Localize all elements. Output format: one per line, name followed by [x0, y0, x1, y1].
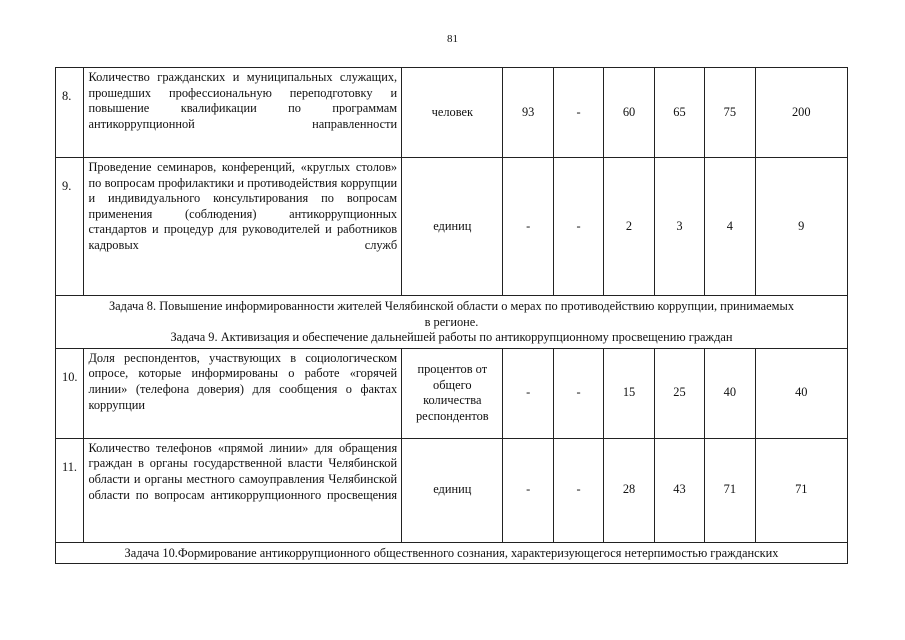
value-cell: 43: [655, 439, 705, 543]
table-row: [56, 68, 848, 158]
value-cell: 65: [655, 68, 705, 158]
indicators-table: [55, 67, 848, 564]
value-cell: 93: [503, 68, 553, 158]
value-cell: 2: [604, 158, 654, 296]
value-cell: -: [554, 158, 604, 296]
unit-of-measure: процентов от общего количества респондентов: [402, 349, 503, 439]
value-cell: 60: [604, 68, 654, 158]
task-heading-line: Задача 10.Формирование антикоррупционного общественного сознания, характеризующегося нетерпимостью гражданских: [124, 545, 779, 560]
value-cell: -: [503, 439, 553, 543]
task-row: [56, 543, 848, 565]
value-cell: 40: [705, 349, 755, 439]
value-cell: 71: [705, 439, 755, 543]
row-number: 11.: [56, 439, 84, 543]
value-cell: 25: [655, 349, 705, 439]
task-heading-line: Задача 9. Активизация и обеспечение дальнейшей работы по антикоррупционному просвещению граждан: [170, 330, 733, 345]
task-heading: [56, 296, 848, 349]
row-number: 8.: [56, 68, 84, 158]
indicator-name: Количество телефонов «прямой линии» для обращения граждан в органы государственной власти Челябинской области и органы местного самоуправления Челябинской области по вопросам антикоррупционного просвещения: [84, 439, 402, 543]
value-cell: 75: [705, 68, 755, 158]
value-cell: -: [503, 158, 553, 296]
indicator-name: Количество гражданских и муниципальных служащих, прошедших профессиональную переподготовку и повышение квалификации по программам антикоррупционной направленности: [84, 68, 402, 158]
value-cell: 15: [604, 349, 654, 439]
table-row: [56, 158, 848, 296]
task-heading: [56, 543, 848, 565]
value-cell: -: [554, 439, 604, 543]
value-cell: 3: [655, 158, 705, 296]
indicator-name: Доля респондентов, участвующих в социологическом опросе, которые информированы о работе «горячей линии» (телефона доверия) для сообщения о фактах коррупции: [84, 349, 402, 439]
value-cell: 200: [756, 68, 848, 158]
value-cell: 40: [756, 349, 848, 439]
table-row: [56, 439, 848, 543]
table-row: [56, 349, 848, 439]
page-number: 81: [447, 33, 458, 45]
value-cell: 4: [705, 158, 755, 296]
indicator-name: Проведение семинаров, конференций, «круглых столов» по вопросам профилактики и противодействия коррупции и индивидуального консультирования по вопросам применения (соблюдения) антикоррупционных стандартов и процедур для руководителей и работников кадровых служб: [84, 158, 402, 296]
value-cell: -: [554, 349, 604, 439]
value-cell: 9: [756, 158, 848, 296]
value-cell: 28: [604, 439, 654, 543]
unit-of-measure: единиц: [402, 158, 503, 296]
task-heading-line: в регионе.: [424, 314, 479, 329]
row-number: 10.: [56, 349, 84, 439]
task-row: [56, 296, 848, 349]
unit-of-measure: единиц: [402, 439, 503, 543]
value-cell: 71: [756, 439, 848, 543]
unit-of-measure: человек: [402, 68, 503, 158]
row-number: 9.: [56, 158, 84, 296]
value-cell: -: [554, 68, 604, 158]
task-heading-line: Задача 8. Повышение информированности жителей Челябинской области о мерах по противодействию коррупции, принимаемых: [108, 299, 795, 313]
value-cell: -: [503, 349, 553, 439]
